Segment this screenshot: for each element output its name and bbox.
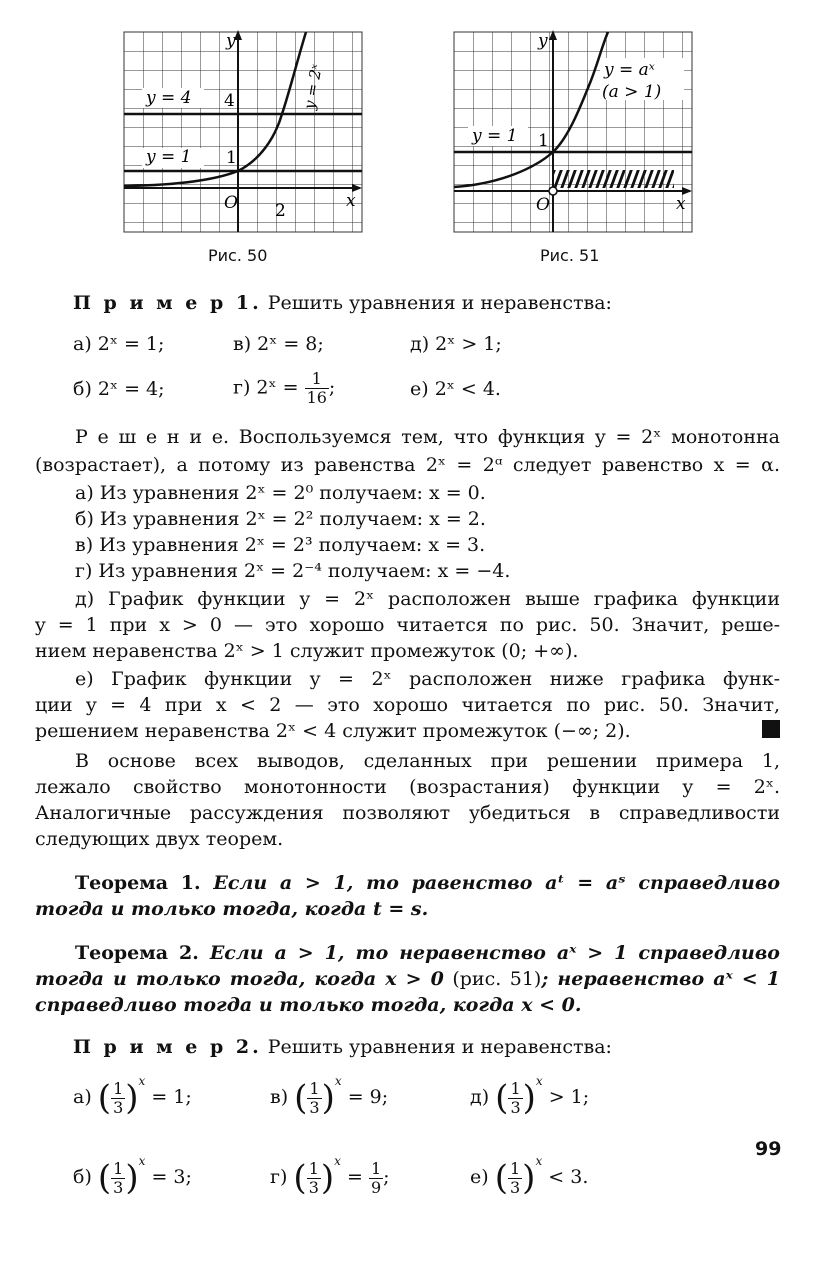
figure-51-caption: Рис. 51 <box>540 246 600 265</box>
theorem2-line-1: Теорема 2. Если a > 1, то неравенство aˣ > 1 справедливо <box>75 942 780 964</box>
theorem2-line-3: справедливо тогда и только тогда, когда x < 0. <box>35 994 582 1016</box>
figure-51 <box>450 28 700 238</box>
line-label-y1: y = 1 <box>472 126 518 146</box>
y-axis-label: y <box>538 31 548 51</box>
paragraph-line-4: следующих двух теорем. <box>35 828 284 850</box>
ex1-item-b: б) 2ˣ = 4; <box>73 378 165 400</box>
ex2-item-d: д) ( $\frac{1}{3}$ )$^x$ > 1; <box>470 1074 590 1118</box>
solution-line-12: решением неравенства 2ˣ < 4 служит промежуток (−∞; 2). <box>35 720 631 742</box>
theorem1-line-2: тогда и только тогда, когда t = s. <box>35 898 429 920</box>
solution-line-7: д) График функции y = 2ˣ расположен выше графика функции <box>75 588 780 610</box>
solution-line-10: е) График функции y = 2ˣ расположен ниже графика функ- <box>75 668 780 690</box>
curve-label: y = aˣ <box>604 60 655 80</box>
theorem1-line-1: Теорема 1. Если a > 1, то равенство aᵗ = aˢ справедливо <box>75 872 780 894</box>
origin-label: O <box>536 195 550 215</box>
tick-label-1: 1 <box>538 131 549 151</box>
line-label-y4: y = 4 <box>146 88 192 108</box>
ex2-item-b: б) ( $\frac{1}{3}$ )$^x$ = 3; <box>73 1154 192 1198</box>
tick-label-1: 1 <box>226 148 237 168</box>
page-number: 99 <box>755 1138 782 1160</box>
solution-line-5: в) Из уравнения 2ˣ = 2³ получаем: x = 3. <box>75 534 486 556</box>
solution-line-8: y = 1 при x > 0 — это хорошо читается по рис. 50. Значит, реше- <box>35 614 780 636</box>
solution-line-11: ции y = 4 при x < 2 — это хорошо читается по рис. 50. Значит, <box>35 694 780 716</box>
tick-label-2: 2 <box>275 201 286 221</box>
end-of-proof-mark <box>762 720 780 738</box>
ex2-item-g: г) ( $\frac{1}{3}$ )$^x$ = $\frac{1}{9}$ ; <box>270 1154 390 1198</box>
ex2-item-e: е) ( $\frac{1}{3}$ )$^x$ < 3. <box>470 1154 589 1198</box>
x-axis-label: x <box>346 191 356 211</box>
tick-label-4: 4 <box>224 91 235 111</box>
ex1-item-e: е) 2ˣ < 4. <box>410 378 501 400</box>
x-axis-label: x <box>676 194 686 214</box>
figure-50 <box>120 28 370 238</box>
solution-line-3: а) Из уравнения 2ˣ = 2⁰ получаем: x = 0. <box>75 482 486 504</box>
example1-heading: П р и м е р 1. Решить уравнения и неравенства: <box>73 292 612 314</box>
figure-50-caption: Рис. 50 <box>208 246 268 265</box>
ex2-item-v: в) ( $\frac{1}{3}$ )$^x$ = 9; <box>270 1074 389 1118</box>
figure-50-graph <box>120 28 370 238</box>
example2-heading: П р и м е р 2. Решить уравнения и неравенства: <box>73 1036 612 1058</box>
ex1-item-d: д) 2ˣ > 1; <box>410 333 502 355</box>
ex2-item-a: а) ( $\frac{1}{3}$ )$^x$ = 1; <box>73 1074 192 1118</box>
figure-51-graph <box>450 28 700 238</box>
ex1-item-g: г) 2ˣ = $\frac{1}{16}$ ; <box>233 369 336 407</box>
paragraph-line-3: Аналогичные рассуждения позволяют убедиться в справедливости <box>35 802 780 824</box>
ex1-item-v: в) 2ˣ = 8; <box>233 333 324 355</box>
paragraph-line-1: В основе всех выводов, сделанных при решении примера 1, <box>75 750 780 772</box>
curve-label: y = 2ˣ <box>300 62 326 111</box>
solution-line-4: б) Из уравнения 2ˣ = 2² получаем: x = 2. <box>75 508 486 530</box>
solution-line-1: Р е ш е н и е. Воспользуемся тем, что функция y = 2ˣ монотонна <box>75 426 780 448</box>
solution-line-9: нием неравенства 2ˣ > 1 служит промежуток (0; +∞). <box>35 640 579 662</box>
origin-label: O <box>224 193 238 213</box>
ex1-item-a: а) 2ˣ = 1; <box>73 333 165 355</box>
curve-note: (a > 1) <box>602 82 662 102</box>
solution-line-6: г) Из уравнения 2ˣ = 2⁻⁴ получаем: x = −4. <box>75 560 511 582</box>
theorem2-line-2: тогда и только тогда, когда x > 0 (рис. 51); неравенство aˣ < 1 <box>35 968 780 990</box>
line-label-y1: y = 1 <box>146 147 192 167</box>
y-axis-label: y <box>226 31 236 51</box>
solution-line-2: (возрастает), а потому из равенства 2ˣ = 2ᵅ следует равенство x = α. <box>35 454 780 476</box>
paragraph-line-2: лежало свойство монотонности (возрастания) функции y = 2ˣ. <box>35 776 780 798</box>
